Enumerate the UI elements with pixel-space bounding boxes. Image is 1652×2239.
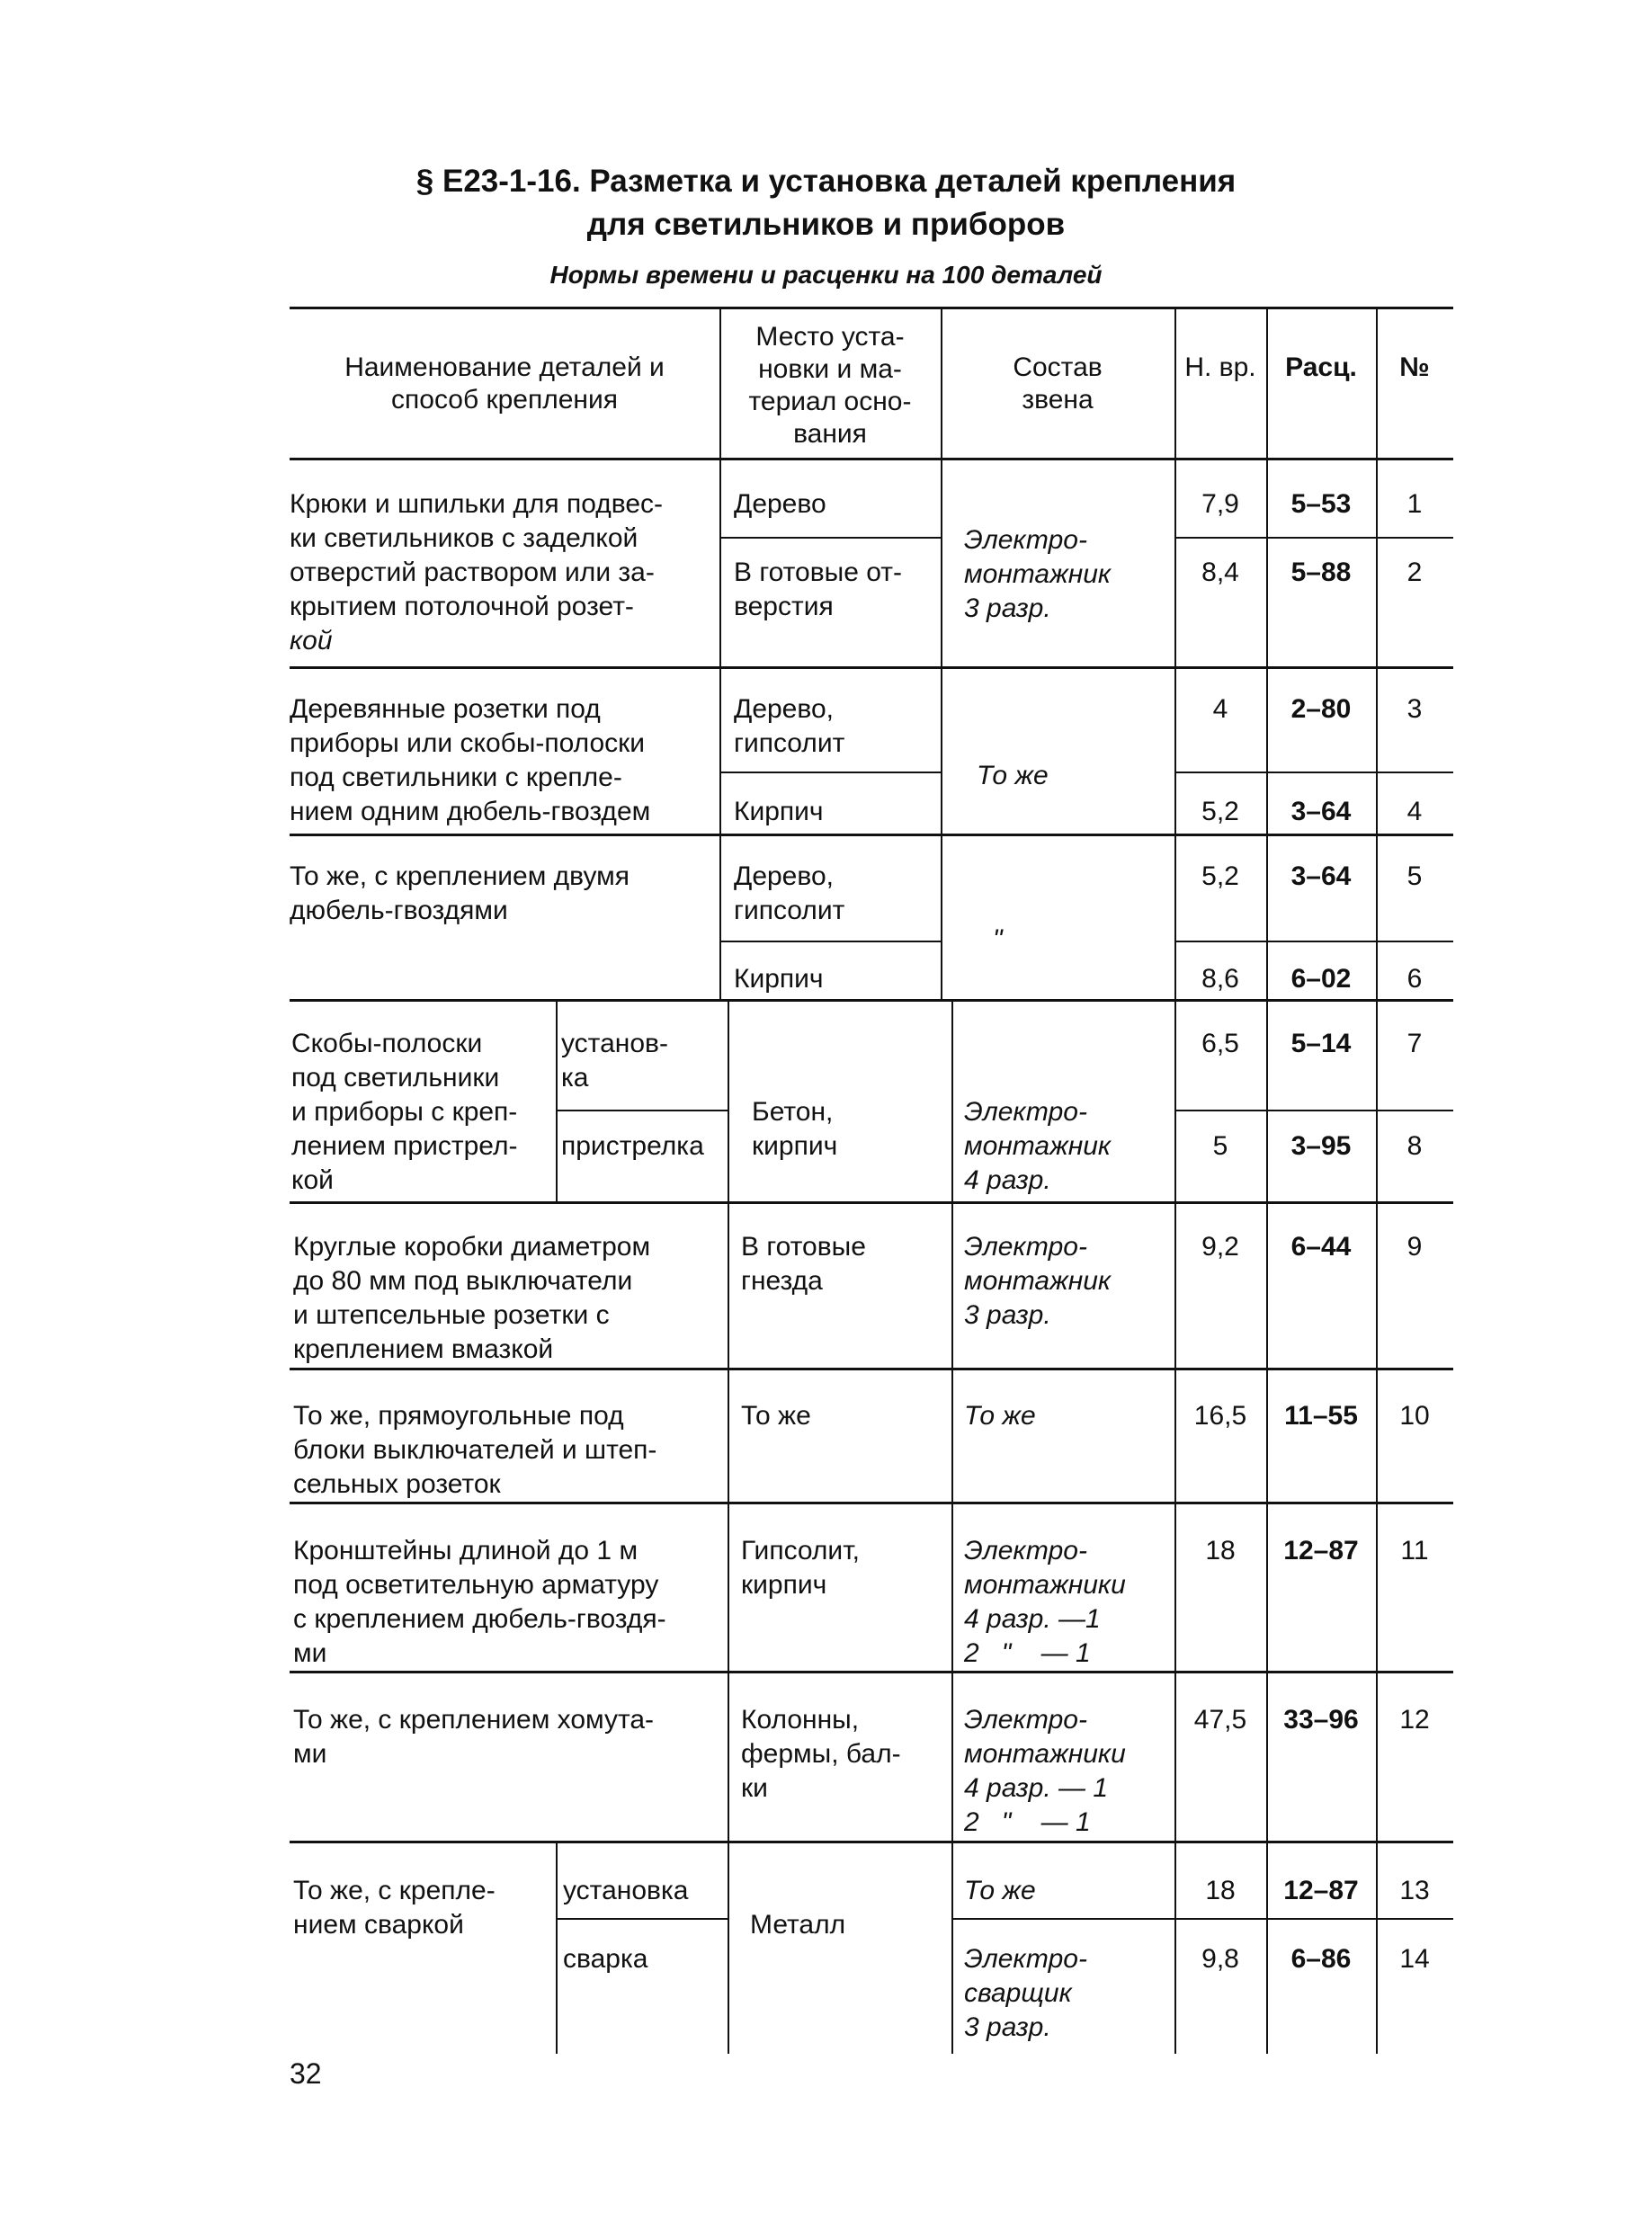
- crew-cell: монтажник: [964, 1266, 1112, 1296]
- header-line: Наименование деталей и: [344, 352, 665, 382]
- crew-cell: монтажники: [964, 1739, 1126, 1769]
- row-number: 10: [1399, 1401, 1430, 1431]
- time-norm: 47,5: [1193, 1705, 1247, 1735]
- rate: 33–96: [1283, 1705, 1359, 1735]
- place-cell: ки: [741, 1773, 768, 1803]
- row-number: 4: [1406, 797, 1423, 826]
- place-cell: фермы, бал-: [741, 1739, 901, 1769]
- sub-operation: ка: [561, 1063, 589, 1093]
- time-norm: 18: [1205, 1876, 1236, 1905]
- row-number: 9: [1406, 1232, 1423, 1262]
- time-norm: 5,2: [1201, 861, 1239, 891]
- crew-cell: 2 " — 1: [964, 1638, 1091, 1668]
- item-name-line: лением пристрел-: [291, 1131, 518, 1161]
- rate: 3–64: [1290, 797, 1352, 826]
- time-norm: 5: [1212, 1131, 1228, 1161]
- item-name-line: Деревянные розетки под: [290, 694, 601, 724]
- row-number: 13: [1399, 1876, 1430, 1905]
- item-name-line: Круглые коробки диаметром: [293, 1232, 651, 1262]
- section-title-line1: § Е23-1-16. Разметка и установка деталей крепления: [415, 164, 1237, 199]
- item-name-line: То же, с креплением двумя: [290, 861, 630, 891]
- time-norm: 6,5: [1201, 1029, 1239, 1058]
- rate: 6–86: [1290, 1944, 1352, 1974]
- row-number: 14: [1399, 1944, 1430, 1974]
- item-name-line: блоки выключателей и штеп-: [293, 1435, 657, 1465]
- place-cell: В готовые от-: [734, 558, 903, 587]
- item-name-line: отверстий раствором или за-: [290, 558, 655, 587]
- item-name-line: дюбель-гвоздями: [290, 896, 508, 925]
- crew-cell: Электро-: [964, 1705, 1087, 1735]
- crew-cell: 4 разр. — 1: [964, 1773, 1109, 1803]
- place-cell: Дерево,: [734, 861, 834, 891]
- crew-cell: 4 разр. —1: [964, 1604, 1101, 1634]
- item-name-line: под светильники с крепле-: [290, 763, 622, 792]
- item-name-line: ки светильников с заделкой: [290, 523, 638, 553]
- place-cell: кирпич: [752, 1131, 838, 1161]
- rate: 12–87: [1283, 1536, 1359, 1566]
- time-norm: 4: [1212, 694, 1228, 724]
- item-name-line: под светильники: [291, 1063, 500, 1093]
- ditto-mark: ": [993, 924, 1003, 954]
- item-name-line: сельных розеток: [293, 1469, 501, 1499]
- column-header-number: №: [1399, 352, 1430, 382]
- crew-cell: Электро-: [964, 1536, 1087, 1566]
- place-cell: В готовые: [741, 1232, 866, 1262]
- item-name-line: Кронштейны длиной до 1 м: [293, 1536, 638, 1566]
- crew-cell: То же: [964, 1876, 1036, 1905]
- crew-cell: 4 разр.: [964, 1165, 1051, 1195]
- place-cell: гипсолит: [734, 728, 845, 758]
- place-cell: гнезда: [741, 1266, 823, 1296]
- item-name-line: кой: [291, 1165, 334, 1195]
- rate: 2–80: [1290, 694, 1352, 724]
- item-name-line: под осветительную арматуру: [293, 1570, 659, 1600]
- row-number: 5: [1406, 861, 1423, 891]
- crew-cell: монтажники: [964, 1570, 1126, 1600]
- item-name-line: То же, прямоугольные под: [293, 1401, 624, 1431]
- place-cell: гипсолит: [734, 896, 845, 925]
- crew-cell: 2 " — 1: [964, 1807, 1091, 1837]
- rate: 6–02: [1290, 964, 1352, 994]
- time-norm: 5,2: [1201, 797, 1239, 826]
- item-name-line: креплением вмазкой: [293, 1334, 554, 1364]
- place-cell: Дерево: [734, 489, 826, 519]
- rate: 12–87: [1283, 1876, 1359, 1905]
- place-cell: кирпич: [741, 1570, 827, 1600]
- crew-cell: Электро-: [964, 1097, 1087, 1127]
- item-name-line: То же, с креплением хомута-: [293, 1705, 655, 1735]
- time-norm: 18: [1205, 1536, 1236, 1566]
- item-name-line: ми: [293, 1638, 327, 1668]
- row-number: 8: [1406, 1131, 1423, 1161]
- time-norm: 8,6: [1201, 964, 1239, 994]
- crew-cell: Электро-: [964, 525, 1087, 555]
- place-cell: Кирпич: [734, 964, 824, 994]
- crew-cell: 3 разр.: [964, 1300, 1051, 1330]
- header-line: Состав: [1013, 352, 1103, 382]
- sub-operation: установ-: [561, 1029, 668, 1058]
- time-norm: 9,8: [1201, 1944, 1239, 1974]
- place-cell: Колонны,: [741, 1705, 860, 1735]
- rate: 3–64: [1290, 861, 1352, 891]
- time-norm: 7,9: [1201, 489, 1239, 519]
- page-number: 32: [290, 2057, 322, 2090]
- place-cell: Металл: [750, 1910, 846, 1940]
- place-cell: Кирпич: [734, 797, 824, 826]
- time-norm: 16,5: [1193, 1401, 1247, 1431]
- item-name-line: Скобы-полоски: [291, 1029, 483, 1058]
- place-cell: Бетон,: [752, 1097, 834, 1127]
- section-title-line2: для светильников и приборов: [586, 207, 1066, 242]
- column-header-rate: Расц.: [1285, 352, 1357, 382]
- place-cell: Дерево,: [734, 694, 834, 724]
- row-number: 3: [1406, 694, 1423, 724]
- sub-operation: установка: [563, 1876, 689, 1905]
- item-name-line: с креплением дюбель-гвоздя-: [293, 1604, 666, 1634]
- item-name-line: крытием потолочной розет-: [290, 592, 634, 621]
- item-name-line: до 80 мм под выключатели: [293, 1266, 633, 1296]
- item-name-line: То же, с крепле-: [293, 1876, 496, 1905]
- column-header-time: Н. вр.: [1184, 352, 1256, 382]
- crew-cell: То же: [977, 761, 1049, 790]
- place-cell: Гипсолит,: [741, 1536, 860, 1566]
- rate: 6–44: [1290, 1232, 1352, 1262]
- row-number: 12: [1399, 1705, 1430, 1735]
- item-name-line: ми: [293, 1739, 327, 1769]
- header-line: способ крепления: [391, 385, 618, 415]
- time-norm: 9,2: [1201, 1232, 1239, 1262]
- item-name-line: Крюки и шпильки для подвес-: [290, 489, 664, 519]
- time-norm: 8,4: [1201, 558, 1239, 587]
- rate: 5–14: [1290, 1029, 1352, 1058]
- item-name-line: нием сваркой: [293, 1910, 464, 1940]
- row-number: 11: [1400, 1536, 1429, 1566]
- header-line: вания: [793, 419, 867, 449]
- crew-cell: Электро-: [964, 1232, 1087, 1262]
- sub-operation: пристрелка: [561, 1131, 704, 1161]
- crew-cell: Электро-: [964, 1944, 1087, 1974]
- header-line: звена: [1022, 385, 1094, 415]
- crew-cell: То же: [964, 1401, 1036, 1431]
- crew-cell: монтажник: [964, 1131, 1112, 1161]
- header-line: новки и ма-: [758, 354, 902, 384]
- rate: 5–88: [1290, 558, 1352, 587]
- row-number: 6: [1406, 964, 1423, 994]
- crew-cell: монтажник: [964, 559, 1112, 589]
- item-name-line: и приборы с креп-: [291, 1097, 518, 1127]
- crew-cell: 3 разр.: [964, 2012, 1051, 2042]
- header-line: Место уста-: [755, 322, 905, 352]
- row-number: 7: [1406, 1029, 1423, 1058]
- row-number: 1: [1406, 489, 1423, 519]
- item-name-line: и штепсельные розетки с: [293, 1300, 610, 1330]
- place-cell: То же: [741, 1401, 811, 1431]
- crew-cell: 3 разр.: [964, 593, 1051, 623]
- rate: 11–55: [1284, 1401, 1358, 1431]
- sub-operation: сварка: [563, 1944, 648, 1974]
- item-name-line: приборы или скобы-полоски: [290, 728, 646, 758]
- item-name-line: кой: [290, 626, 333, 656]
- header-line: териал осно-: [748, 387, 912, 416]
- rate: 5–53: [1290, 489, 1352, 519]
- row-number: 2: [1406, 558, 1423, 587]
- rate: 3–95: [1290, 1131, 1352, 1161]
- place-cell: верстия: [734, 592, 834, 621]
- item-name-line: нием одним дюбель-гвоздем: [290, 797, 651, 826]
- crew-cell: сварщик: [964, 1978, 1072, 2008]
- table-subtitle: Нормы времени и расценки на 100 деталей: [549, 261, 1103, 289]
